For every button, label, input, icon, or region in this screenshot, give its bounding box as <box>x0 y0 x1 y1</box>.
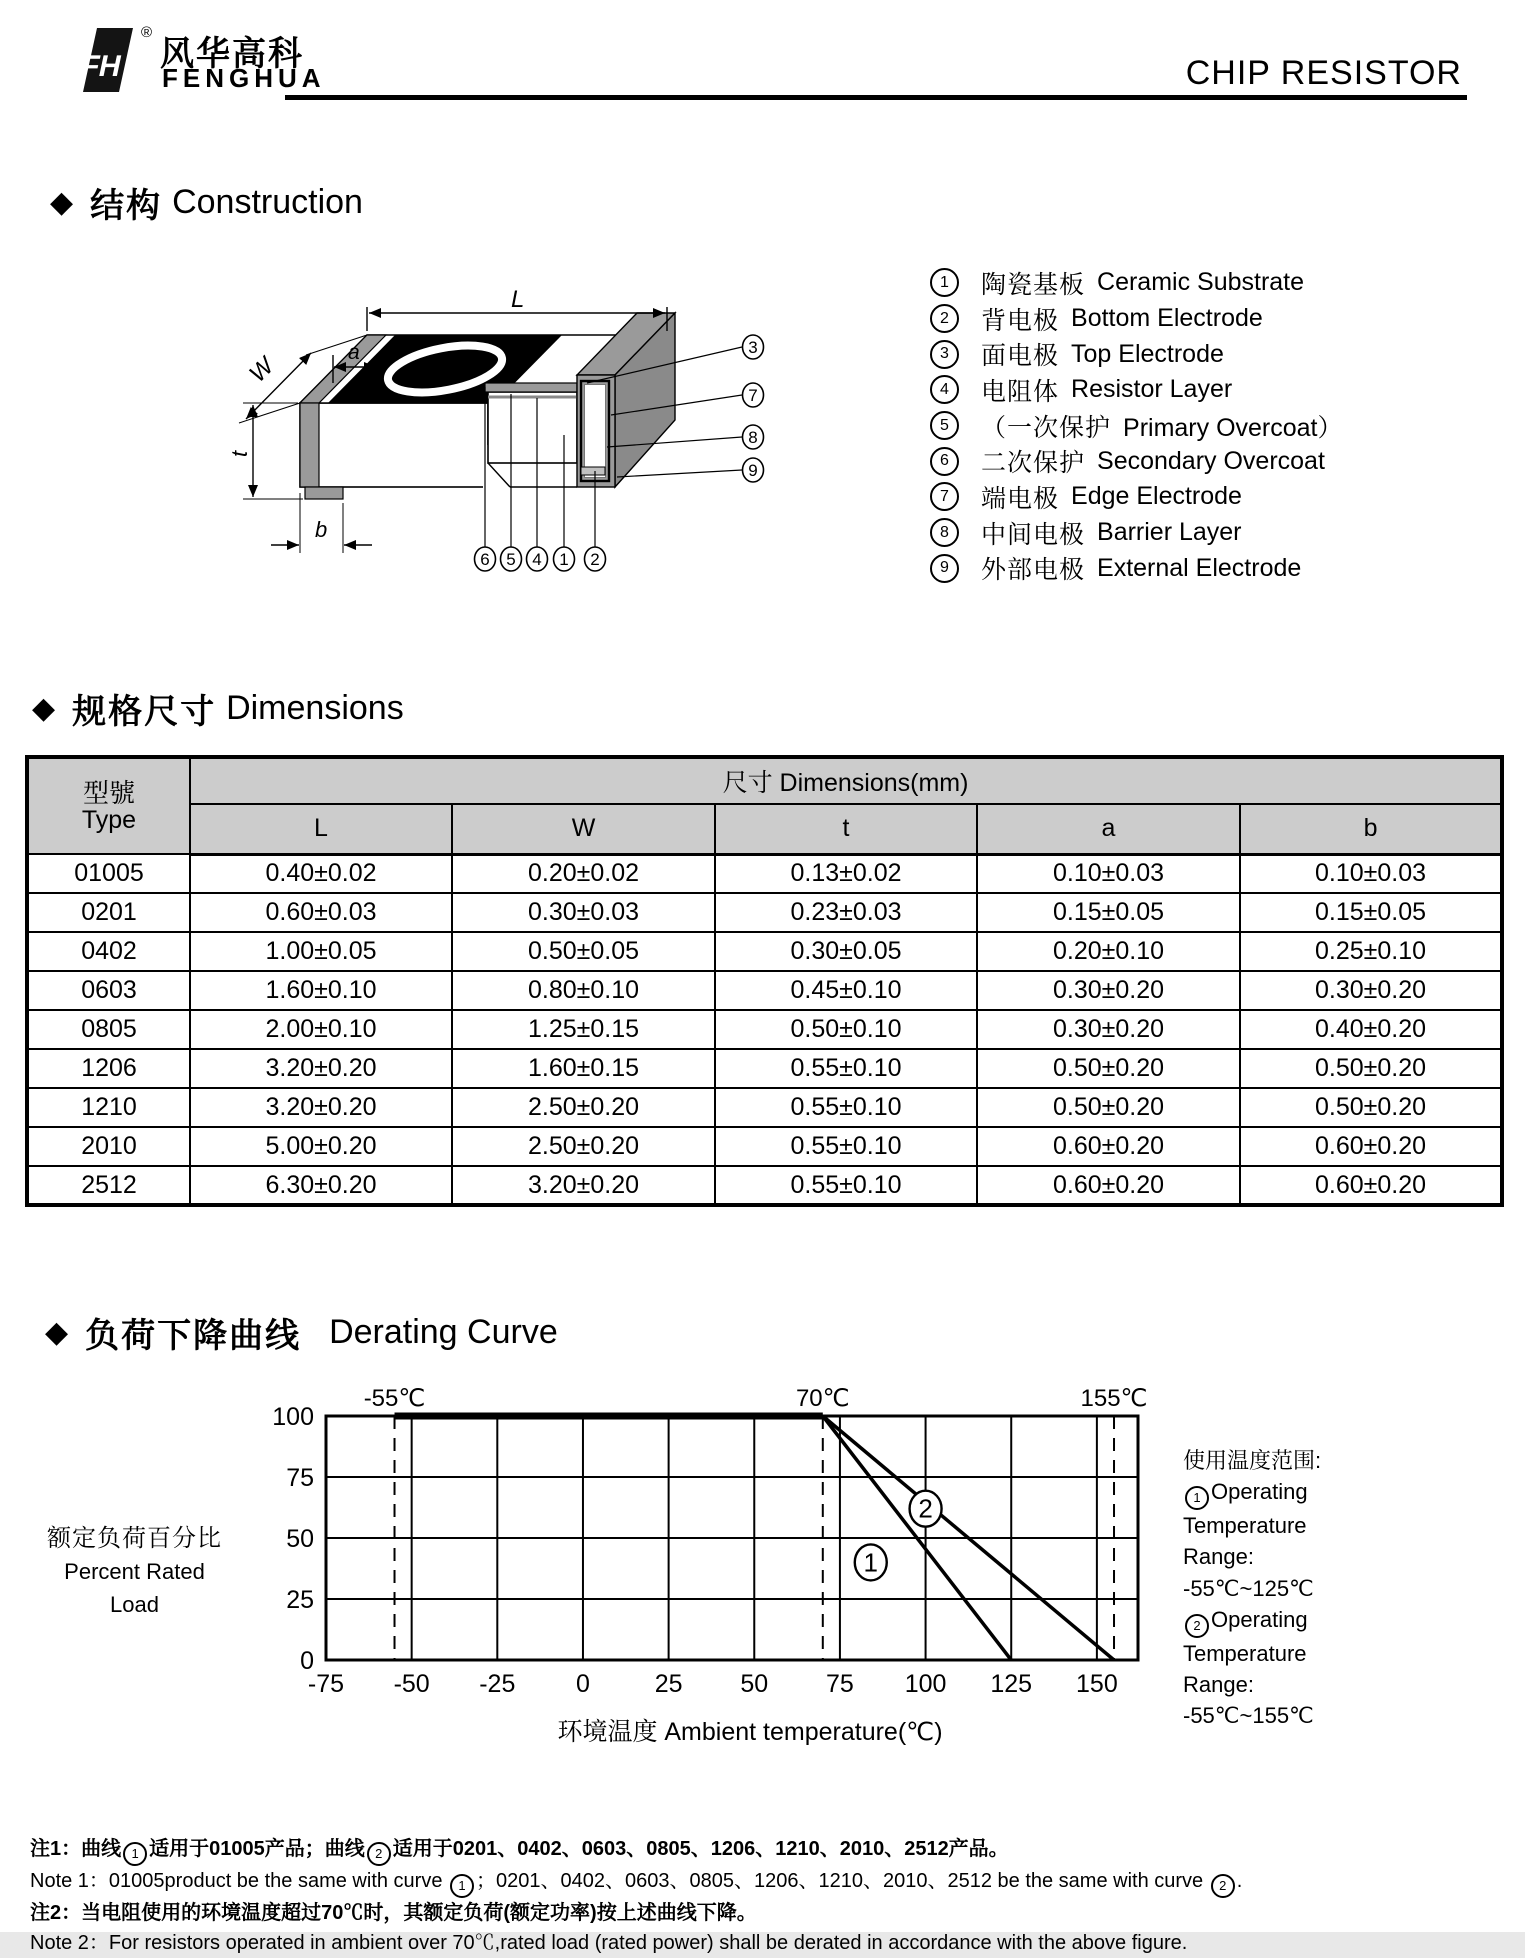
registered-trademark-icon: ® <box>141 24 153 41</box>
diamond-bullet-icon: ◆ <box>50 186 74 219</box>
cell-t: 0.13±0.02 <box>715 854 977 893</box>
cell-type: 2512 <box>27 1166 190 1205</box>
cell-L: 2.00±0.10 <box>190 1010 452 1049</box>
legend-label-en: Primary Overcoat） <box>1123 413 1343 442</box>
legend-number-icon: 6 <box>930 447 959 476</box>
legend-label-cn: 电阻体 <box>981 377 1060 406</box>
cell-a: 0.60±0.20 <box>977 1166 1240 1205</box>
section-title-en: Derating Curve <box>329 1313 558 1351</box>
cell-type: 1210 <box>27 1088 190 1127</box>
operating-range-note-line: 1 Operating <box>1183 1476 1413 1510</box>
legend-number-icon: 7 <box>930 482 959 511</box>
dim-label-W: W <box>244 352 280 388</box>
cell-b: 0.60±0.20 <box>1240 1166 1502 1205</box>
dim-label-b: b <box>315 517 328 542</box>
legend-label-cn: 中间电极 <box>981 520 1086 549</box>
cell-t: 0.55±0.10 <box>715 1049 977 1088</box>
operating-range-note-line: 2 Operating <box>1183 1604 1413 1638</box>
cell-a: 0.30±0.20 <box>977 1010 1240 1049</box>
operating-range-note-line: Range: <box>1183 1544 1254 1570</box>
table-row-01005 <box>27 854 1502 893</box>
legend-item-4 <box>930 372 1343 408</box>
cell-L: 5.00±0.20 <box>190 1127 452 1166</box>
cell-type: 0603 <box>27 971 190 1010</box>
section-title-cn: 负荷下降曲线 <box>85 1317 302 1355</box>
callout-leader <box>617 470 742 477</box>
marker-label: 155℃ <box>1080 1385 1148 1412</box>
cell-a: 0.50±0.20 <box>977 1049 1240 1088</box>
circled-number: 2 <box>367 1842 391 1866</box>
ceramic-front-face <box>300 403 488 487</box>
callout-number: 9 <box>748 461 758 480</box>
dim-label-L: L <box>511 286 525 313</box>
cell-W: 1.60±0.15 <box>452 1049 715 1088</box>
col-header-b: b <box>1240 804 1502 854</box>
cell-L: 1.60±0.10 <box>190 971 452 1010</box>
legend-label-en: Ceramic Substrate <box>1097 268 1305 297</box>
header-rule <box>285 95 1467 100</box>
legend-label-en: Barrier Layer <box>1097 518 1242 547</box>
operating-range-note-line: 使用温度范围: <box>1183 1448 1322 1473</box>
cell-W: 2.50±0.20 <box>452 1127 715 1166</box>
cell-t: 0.45±0.10 <box>715 971 977 1010</box>
cell-type: 0402 <box>27 932 190 971</box>
legend-label-en: Secondary Overcoat <box>1097 446 1325 475</box>
col-header-type <box>27 757 190 854</box>
legend-label-cn: 面电极 <box>981 342 1060 371</box>
cell-t: 0.55±0.10 <box>715 1088 977 1127</box>
cell-a: 0.20±0.10 <box>977 932 1240 971</box>
legend-item-3 <box>930 336 1343 372</box>
cell-W: 0.20±0.02 <box>452 854 715 893</box>
footer-note2-en: Note 2：For resistors operated in ambient over 70℃,rated load (rated power) shall be derated in accordance with the above figure. <box>30 1932 1188 1954</box>
derating-curve-2-label: 2 <box>918 1493 933 1524</box>
callout-number: 5 <box>506 550 516 569</box>
cell-type: 0805 <box>27 1010 190 1049</box>
cell-b: 0.10±0.03 <box>1240 854 1502 893</box>
cell-L: 3.20±0.20 <box>190 1049 452 1088</box>
legend-item-7 <box>930 479 1343 515</box>
legend-label-cn: 陶瓷基板 <box>981 270 1086 299</box>
chart-y-axis-label <box>42 1522 227 1621</box>
x-axis-title: 环境温度 Ambient temperature(℃) <box>557 1718 943 1746</box>
chip-resistor-construction-diagram <box>215 286 795 595</box>
marker-label: -55℃ <box>363 1385 426 1412</box>
cell-L: 3.20±0.20 <box>190 1088 452 1127</box>
legend-number-icon: 1 <box>930 268 959 297</box>
marker-label: 70℃ <box>795 1385 850 1412</box>
legend-label-cn: 背电极 <box>981 306 1060 335</box>
diamond-bullet-icon: ◆ <box>45 1316 69 1349</box>
bottom-electrode-section <box>581 467 605 475</box>
construction-legend <box>930 265 1343 586</box>
circled-number: 2 <box>1211 1874 1235 1898</box>
table-row-1206 <box>27 1049 1502 1088</box>
dimensions-table <box>25 755 1504 1207</box>
table-row-2512 <box>27 1166 1502 1205</box>
col-header-a: a <box>977 804 1240 854</box>
fenghua-logo <box>76 24 139 96</box>
cell-a: 0.60±0.20 <box>977 1127 1240 1166</box>
legend-label-en: Edge Electrode <box>1071 482 1242 511</box>
y-tick-label: 75 <box>286 1464 314 1492</box>
type-header-cn: 型號 <box>82 778 135 808</box>
x-tick-label: -25 <box>479 1670 516 1698</box>
callout-number: 4 <box>532 550 542 569</box>
type-header-en: Type <box>81 806 137 834</box>
derating-curve-chart <box>230 1370 1190 1790</box>
cell-b: 0.40±0.20 <box>1240 1010 1502 1049</box>
legend-number-icon: 4 <box>930 375 959 404</box>
cell-t: 0.55±0.10 <box>715 1127 977 1166</box>
cell-a: 0.30±0.20 <box>977 971 1240 1010</box>
cell-b: 0.60±0.20 <box>1240 1127 1502 1166</box>
x-tick-label: 50 <box>740 1670 769 1698</box>
page-title: CHIP RESISTOR <box>1185 54 1462 92</box>
y-axis-label-en: Percent Rated Load <box>64 1559 205 1617</box>
cell-W: 1.25±0.15 <box>452 1010 715 1049</box>
x-tick-label: -75 <box>307 1670 345 1698</box>
cell-b: 0.30±0.20 <box>1240 971 1502 1010</box>
dim-label-t: t <box>227 450 252 457</box>
group-header-dimensions-mm: 尺寸 Dimensions(mm) <box>190 757 1502 804</box>
footer-note1-en: Note 1：01005product be the same with curve 1 ；0201、0402、0603、0805、1206、1210、2010、2512 be the same with curve 2 . <box>30 1866 1510 1898</box>
table-row-0603 <box>27 971 1502 1010</box>
bottom-electrode-tab-left <box>305 487 343 499</box>
x-tick-label: 25 <box>654 1670 683 1698</box>
x-tick-label: 150 <box>1076 1670 1118 1698</box>
cell-W: 0.30±0.03 <box>452 893 715 932</box>
footer-note2-cn: 注2：当电阻使用的环境温度超过70℃时，其额定负荷(额定功率)按上述曲线下降。 <box>30 1902 757 1924</box>
cell-type: 0201 <box>27 893 190 932</box>
x-tick-label: 125 <box>990 1670 1033 1698</box>
legend-item-1 <box>930 265 1343 301</box>
dimensions-table-wrap <box>25 755 1500 1207</box>
col-header-W: W <box>452 804 715 854</box>
left-electrode-front <box>300 403 319 487</box>
section-title-cn: 结构 <box>90 187 163 225</box>
legend-label-en: Bottom Electrode <box>1071 304 1263 333</box>
cell-W: 2.50±0.20 <box>452 1088 715 1127</box>
cell-W: 3.20±0.20 <box>452 1166 715 1205</box>
cell-a: 0.50±0.20 <box>977 1088 1240 1127</box>
cell-b: 0.50±0.20 <box>1240 1088 1502 1127</box>
operating-range-note-line: Temperature <box>1183 1640 1307 1666</box>
legend-number-icon: 3 <box>930 340 959 369</box>
footer-notes <box>30 1834 1510 1958</box>
cell-L: 1.00±0.05 <box>190 932 452 971</box>
secondary-overcoat-edge <box>485 383 577 392</box>
logo-monogram: FH <box>77 50 125 83</box>
footer-note1-cn: 注1：曲线 1 适用于01005产品；曲线 2 适用于0201、0402、0603、0805、1206、1210、2010、2512产品。 <box>30 1834 1510 1866</box>
table-row-0805 <box>27 1010 1502 1049</box>
section-title-en: Construction <box>172 183 363 221</box>
operating-range-note-line: Temperature <box>1183 1513 1307 1539</box>
cell-W: 0.80±0.10 <box>452 971 715 1010</box>
cell-type: 2010 <box>27 1127 190 1166</box>
section-title-dimensions <box>32 684 404 733</box>
cell-type: 1206 <box>27 1049 190 1088</box>
callout-number: 1 <box>559 550 569 569</box>
operating-temperature-range-note <box>1183 1445 1413 1731</box>
section-title-construction <box>50 178 363 227</box>
circled-number: 2 <box>1185 1614 1209 1638</box>
legend-label-en: Resistor Layer <box>1071 375 1233 404</box>
callout-number: 8 <box>748 428 758 447</box>
cell-L: 0.40±0.02 <box>190 854 452 893</box>
legend-item-6 <box>930 443 1343 479</box>
legend-number-icon: 9 <box>930 554 959 583</box>
x-tick-label: 75 <box>826 1670 854 1698</box>
cutaway-stack <box>485 383 577 463</box>
x-tick-label: 0 <box>576 1670 590 1698</box>
legend-label-en: Top Electrode <box>1071 339 1224 368</box>
y-axis-label-cn: 额定负荷百分比 <box>47 1525 222 1552</box>
x-tick-label: 100 <box>904 1670 947 1698</box>
cell-L: 6.30±0.20 <box>190 1166 452 1205</box>
circled-number: 1 <box>1185 1486 1209 1510</box>
brand-name-cn: 风华高科 <box>160 35 304 73</box>
legend-label-cn: 外部电极 <box>981 556 1086 585</box>
col-header-L: L <box>190 804 452 854</box>
callout-number: 3 <box>748 338 758 357</box>
legend-label-cn: 二次保护 <box>981 449 1086 478</box>
operating-range-note-line: -55℃~125℃ <box>1183 1575 1314 1601</box>
y-tick-label: 50 <box>286 1525 314 1553</box>
legend-number-icon: 5 <box>930 411 959 440</box>
dim-label-a: a <box>348 341 360 364</box>
cell-a: 0.10±0.03 <box>977 854 1240 893</box>
legend-item-5 <box>930 408 1343 444</box>
diamond-bullet-icon: ◆ <box>32 692 56 725</box>
legend-label-cn: （一次保护 <box>981 413 1112 442</box>
legend-number-icon: 2 <box>930 304 959 333</box>
section-title-derating-curve <box>45 1308 558 1357</box>
y-tick-label: 100 <box>272 1403 314 1431</box>
circled-number: 1 <box>450 1874 474 1898</box>
legend-label-en: External Electrode <box>1097 553 1302 582</box>
y-tick-label: 0 <box>300 1647 314 1675</box>
cell-t: 0.55±0.10 <box>715 1166 977 1205</box>
table-row-1210 <box>27 1088 1502 1127</box>
col-header-t: t <box>715 804 977 854</box>
table-row-0201 <box>27 893 1502 932</box>
operating-range-note-line: Range: <box>1183 1672 1254 1698</box>
legend-item-9 <box>930 551 1343 587</box>
cell-type: 01005 <box>27 854 190 893</box>
brand-name-en: FENGHUA <box>162 63 326 93</box>
section-title-cn: 规格尺寸 <box>72 693 217 731</box>
legend-item-2 <box>930 301 1343 337</box>
cell-b: 0.50±0.20 <box>1240 1049 1502 1088</box>
x-tick-label: -50 <box>393 1670 430 1698</box>
section-title-en: Dimensions <box>226 689 404 727</box>
table-row-0402 <box>27 932 1502 971</box>
y-tick-label: 25 <box>286 1586 314 1614</box>
table-row-2010 <box>27 1127 1502 1166</box>
derating-curve-1-label: 1 <box>863 1547 878 1578</box>
cell-t: 0.23±0.03 <box>715 893 977 932</box>
operating-range-note-line: -55℃~155℃ <box>1183 1703 1314 1729</box>
legend-label-cn: 端电极 <box>981 484 1060 513</box>
cell-a: 0.15±0.05 <box>977 893 1240 932</box>
cell-t: 0.50±0.10 <box>715 1010 977 1049</box>
cell-t: 0.30±0.05 <box>715 932 977 971</box>
circled-number: 1 <box>123 1842 147 1866</box>
callout-number: 7 <box>748 386 758 405</box>
legend-item-8 <box>930 515 1343 551</box>
cell-b: 0.15±0.05 <box>1240 893 1502 932</box>
cell-L: 0.60±0.03 <box>190 893 452 932</box>
cell-W: 0.50±0.05 <box>452 932 715 971</box>
cell-b: 0.25±0.10 <box>1240 932 1502 971</box>
legend-number-icon: 8 <box>930 518 959 547</box>
callout-number: 2 <box>590 550 600 569</box>
callout-number: 6 <box>480 550 490 569</box>
